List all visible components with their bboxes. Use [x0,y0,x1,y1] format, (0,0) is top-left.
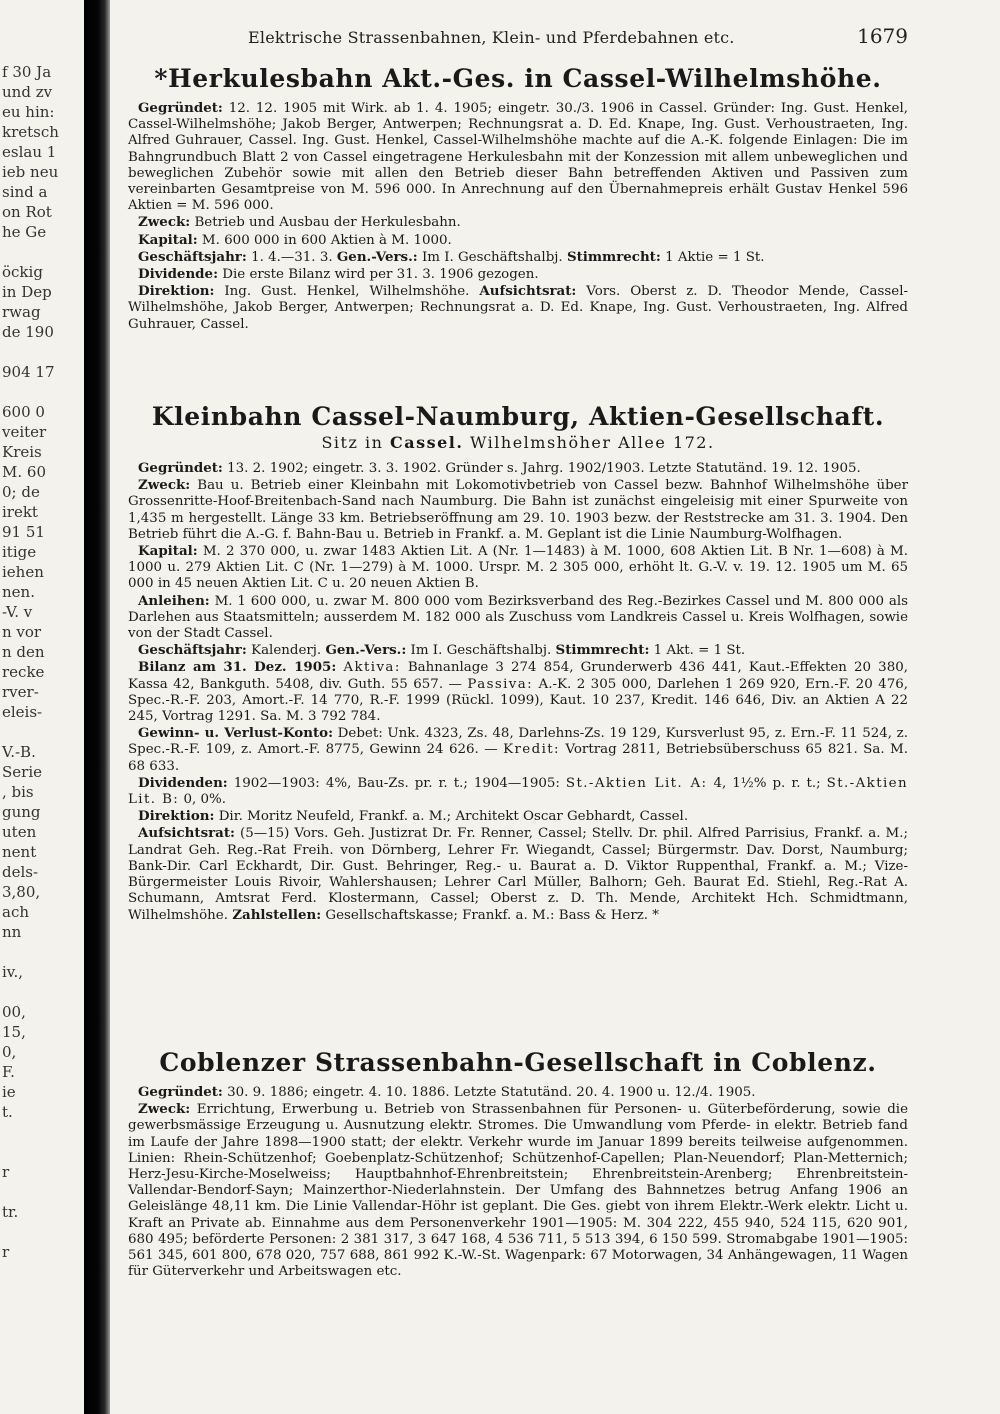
section-kleinbahn-cassel-naumburg [128,402,908,925]
gutter-line: iv., [2,963,24,981]
field-label: Geschäftsjahr: [138,248,247,265]
running-title: Elektrische Strassenbahnen, Klein- und Pferdebahnen etc. [248,28,735,47]
gutter-line: rver- [2,683,39,701]
field-text: A.-K. 2 305 000, Darlehen 1 269 920, Ern.-F. 20 476, Spec.-R.-F. 203, Amort.-F. 14 770, R.-F. 1999 (Rückl. 1099), Kaut. 10 237, Kredit. 146 646, Div. an Aktien A 22 245, Vortrag 1291. Sa. M. 3 792 784. [128,676,908,725]
gutter-line: eleis- [2,703,43,721]
paragraph [128,775,908,808]
gutter-line: rwag [2,303,41,321]
field-text: 1. 4.—31. 3. [246,249,337,265]
paragraph [128,642,908,659]
gutter-line: ieb neu [2,163,59,181]
gutter-line: F. [2,1063,15,1081]
gutter-line: Serie [2,763,42,781]
gutter-line: tr. [2,1203,19,1221]
field-text: M. 1 600 000, u. zwar M. 800 000 vom Bezirksverband des Reg.-Bezirkes Cassel und M. 800 000 als Darlehen aus Staatsmitteln; ausserdem M. 182 000 als Zuschuss vom Landkreis Cassel u. Kreis Wolfhagen, sowie von der Stadt Cassel. [128,593,908,642]
field-text: 1902—1903: 4%, Bau-Zs. pr. r. t.; 1904—1905: [227,775,566,791]
gutter-line: ach [2,903,30,921]
field-text: Die erste Bilanz wird per 31. 3. 1906 gezogen. [218,267,539,283]
gutter-line: 00, [2,1003,26,1021]
field-text: 1 Akt. = 1 St. [649,643,746,659]
gutter-line: kretsch [2,123,59,141]
paragraph [128,1101,908,1280]
field-label: Gewinn- u. Verlust-Konto: [138,725,334,742]
section-title: Kleinbahn Cassel-Naumburg, Aktien-Gesellschaft. [151,402,885,431]
gutter-line: nn [2,923,22,941]
field-label: Zweck: [138,477,191,494]
spaced-label: Kredit: [503,742,560,758]
gutter-line: n den [2,643,45,661]
gutter-line [0,1262,82,1282]
field-label: Aufsichtsrat: [479,283,577,300]
gutter-line: -V. v [2,603,33,621]
gutter-line: sind a [2,183,48,201]
paragraph [128,100,908,214]
gutter-line [0,982,82,1002]
gutter-line: he Ge [2,223,47,241]
gutter-line: de 190 [2,323,54,341]
spaced-label: Passiva: [467,676,534,692]
gutter-line [0,242,82,262]
field-label: Stimmrecht: [555,642,650,659]
gutter-line: n vor [2,623,42,641]
spaced-label: Aktiva: [343,660,401,676]
field-text: Im I. Geschäftshalbj. [417,249,567,265]
field-label: Bilanz am 31. Dez. 1905: [138,659,337,676]
field-text: M. 2 370 000, u. zwar 1483 Aktien Lit. A (Nr. 1—1483) à M. 1000, 608 Aktien Lit. B Nr. 1—608) à M. 1000 u. 279 Aktien Lit. C (Nr. 1—279) à M. 1000. Urspr. M. 2 305 000, erhöht lt. G.-V. v. 19. 12. 1905 um M. 65 000 in 45 neuen Aktien Lit. C u. 20 neuen Aktien B. [128,544,908,592]
section-subtitle [128,432,908,454]
field-text: 1 Aktie = 1 St. [660,249,765,265]
field-label: Kapital: [138,231,198,248]
book-spine-shadow [84,0,110,1414]
gutter-line: uten [2,823,37,841]
gutter-line: r [2,1243,10,1261]
section-title: *Herkulesbahn Akt.-Ges. in Cassel-Wilhelmshöhe. [154,64,882,93]
gutter-line: veiter [2,423,47,441]
gutter-line: M. 60 [2,463,46,481]
gutter-line: 15, [2,1023,26,1041]
gutter-line: 904 17 [2,363,55,381]
gutter-line: dels- [2,863,39,881]
gutter-line [0,1142,82,1162]
field-text: 0, 0%. [179,792,227,808]
paragraph [128,659,908,725]
section-coblenzer-strassenbahn [128,1048,908,1280]
field-label: Zweck: [138,1101,191,1118]
paragraph [128,283,908,333]
field-label: Gegründet: [138,100,223,116]
running-header [128,24,908,52]
gutter-line: nent [2,843,37,861]
paragraph [128,1084,908,1101]
gutter-line: on Rot [2,203,52,221]
section-herkulesbahn [128,64,908,333]
gutter-line: 91 51 [2,523,45,541]
paragraph [128,460,908,477]
subtitle-pre: Sitz in [321,433,390,452]
paragraph [128,214,908,231]
field-label: Kapital: [138,543,198,560]
gutter-line: f 30 Ja [2,63,52,81]
field-text: Errichtung, Erwerbung u. Betrieb von Strassenbahnen für Personen- u. Güterbeförderung, sowie die gewerbsmässige Erzeugung u. Ausnutzung elektr. Stromes. Die Umwandlung vom Pferde- in elektr. Betrieb fand im Laufe der Jahre 1898—1900 statt; der elektr. Verkehr wurde im Januar 1899 bereits teilweise aufgenommen. Linien: Rhein-Schützenhof; Goebenplatz-Schützenhof; Schützenhof-Capellen; Plan-Neuendorf; Plan-Metternich; Herz-Jesu-Kirche-Moselweiss; Hauptbahnhof-Ehrenbreitstein; Ehrenbreitstein-Arenberg; Ehrenbreitstein-Vallendar-Bendorf-Sayn; Mainzerthor-Niederlahnstein. Der Umfang des Bahnnetzes betrug Anfang 1906 an Geleislänge 48,11 km. Die Linie Vallendar-Höhr ist geplant. Die Ges. giebt von ihrem Elektr.-Werk elektr. Licht u. Kraft an Private ab. Einnahme aus dem Personenverkehr 1901—1905: M. 304 222, 455 940, 524 115, 620 901, 680 495; beförderte Personen: 2 381 317, 3 647 168, 4 536 711, 5 513 394, 6 150 599. Stromabgabe 1901—1905: 561 345, 601 800, 678 020, 757 688, 861 992 K.-W.-St. Wagenpark: 67 Motorwagen, 34 Anhängewagen, 11 Wagen für Güterverkehr und Arbeitswagen etc. [128,1102,908,1280]
gutter-line: recke [2,663,45,681]
paragraph [128,266,908,283]
field-label: Aufsichtsrat: [138,825,235,842]
field-text: Im I. Geschäftshalbj. [406,643,556,659]
document-page [128,0,908,1414]
field-label: Gen.-Vers.: [336,248,418,265]
field-text: Ing. Gust. Henkel, Wilhelmshöhe. [214,284,480,300]
paragraph [128,477,908,543]
gutter-line: t. [2,1103,13,1121]
spaced-label: St.-Aktien Lit. A: [565,775,708,791]
spaced-label: St.-Aktien Lit. B: [128,775,909,808]
gutter-line [0,1222,82,1242]
section-body [128,460,908,925]
field-text: Bahnanlage 3 274 854, Grunderwerb 436 441, Kaut.-Effekten 20 380, Kassa 42, Bankguth. 5408, div. Guth. 55 657. — [128,660,908,692]
subtitle-city: Cassel. [389,433,464,452]
field-text: Gesellschaftskasse; Frankf. a. M.: Bass & Herz. * [321,908,660,924]
gutter-line: gung [2,803,41,821]
gutter-line: 0, [2,1043,17,1061]
field-label: Gen.-Vers.: [325,642,407,659]
section-body [128,100,908,333]
gutter-line: eu hin: [2,103,55,121]
gutter-line: 600 0 [2,403,45,421]
field-text: Kalenderj. [246,643,326,659]
field-text: 12. 12. 1905 mit Wirk. ab 1. 4. 1905; eingetr. 30./3. 1906 in Cassel. Gründer: Ing. Gust. Henkel, Cassel-Wilhelmshöhe; Jakob Berger, Antwerpen; Rechnungsrat a. D. Ed. Knape, Ing. Gust. Verhoustraeten, Ing. Alfred Guhrauer, Cassel. Ing. Gust. Henkel, Cassel-Wilhelmshöhe machte auf die A.-K. folgende Einlagen: Die im Bahngrundbuch Blatt 2 von Cassel eingetragene Herkulesbahn mit der Konzession mit allem unbeweglichen und beweglichen Zubehör sowie mit allen den Betrieb dieser Bahn betreffenden Aktiven und Passiven zum vereinbarten Gesamtpreise von M. 596 000. In Anrechnung auf den Übernahmepreis erhält Gustav Henkel 596 Aktien = M. 596 000. [128,101,908,214]
gutter-line: r [2,1163,10,1181]
gutter-line: Kreis [2,443,42,461]
paragraph [128,543,908,593]
subtitle-address: Wilhelmshöher Allee 172. [463,433,715,452]
gutter-line: irekt [2,503,38,521]
field-label: Zweck: [138,214,191,231]
section-body [128,1084,908,1280]
field-label: Gegründet: [138,460,223,476]
gutter-line: eslau 1 [2,143,57,161]
gutter-line: nen. [2,583,35,601]
gutter-line [0,722,82,742]
field-text: Dir. Moritz Neufeld, Frankf. a. M.; Architekt Oscar Gebhardt, Cassel. [214,809,689,825]
field-label: Direktion: [138,283,215,300]
field-text: Betrieb und Ausbau der Herkulesbahn. [190,215,461,231]
paragraph [128,808,908,825]
field-text: Vors. Oberst z. D. Theodor Mende, Cassel-Wilhelmshöhe, Jakob Berger, Antwerpen; Rechnungsrat a. D. Ed. Knape, Ing. Gust. Verhoustraeten, Ing. Alfred Guhrauer, Cassel. [128,284,908,332]
section-title: Coblenzer Strassenbahn-Gesellschaft in Coblenz. [159,1048,877,1077]
gutter-line [0,1122,82,1142]
field-label: Direktion: [138,808,215,825]
gutter-line: V.-B. [2,743,36,761]
field-label: Stimmrecht: [566,248,661,265]
gutter-line: 3,80, [2,883,41,901]
field-text: 30. 9. 1886; eingetr. 4. 10. 1886. Letzte Statutänd. 20. 4. 1900 u. 12./4. 1905. [222,1085,756,1100]
field-label: Geschäftsjahr: [138,642,247,659]
field-label: Dividenden: [138,774,228,791]
gutter-line [0,382,82,402]
gutter-line: 0; de [2,483,40,501]
gutter-line: und zv [2,83,53,101]
gutter-line [0,942,82,962]
gutter-line [0,342,82,362]
paragraph [128,825,908,924]
field-text: 13. 2. 1902; eingetr. 3. 3. 1902. Gründer s. Jahrg. 1902/1903. Letzte Statutänd. 19. 12. 1905. [222,461,861,476]
gutter-line [0,1182,82,1202]
gutter-line: iehen [2,563,44,581]
paragraph [128,249,908,266]
field-text: Vortrag 2811, Betriebsüberschuss 65 821. Sa. M. 68 633. [128,742,908,774]
gutter-line: öckig [2,263,43,281]
field-label: Anleihen: [138,592,210,609]
field-text: Bau u. Betrieb einer Kleinbahn mit Lokomotivbetrieb von Cassel bezw. Bahnhof Wilhelmshöhe über Grossenritte-Hoof-Breitenbach-Sand nach Naumburg. Die Bahn ist zunächst eingeleisig mit einer Spurweite von 1,435 m hergestellt. Länge 33 km. Betriebseröffnung am 29. 10. 1903 bezw. der Reststrecke am 31. 3. 1904. Den Betrieb führt die A.-G. f. Bahn-Bau u. Betrieb in Frankf. a. M. Geplant ist die Linie Naumburg-Wolfhagen. [128,478,908,542]
gutter-line: ie [2,1083,16,1101]
field-text: 4, 1½% p. r. t.; [707,775,827,791]
field-text: (5—15) Vors. Geh. Justizrat Dr. Fr. Renner, Cassel; Stellv. Dr. phil. Alfred Parrisius, Frankf. a. M.; Landrat Geh. Reg.-Rat Freih. von Dörnberg, Lehrer Fr. Wiegandt, Cassel; Bürgermstr. Dav. Dorst, Naumburg; Bank-Dir. Carl Eckhardt, Dir. Gust. Behringer, Reg.- u. Baurat a. D. Viktor Ruppenthal, Frankf. a. M.; Vize-Bürgermeister Louis Rivoir, Wahlershausen; Lehrer Carl Müller, Balhorn; Geh. Baurat Ed. Stiehl, Reg.-Rat A. Schumann, Amtsrat Ferd. Klostermann, Cassel; Oberst z. D. Th. Mende, Architekt Hch. Schmidtmann, Wilhelmshöhe. [128,826,908,924]
field-text: Debet: Unk. 4323, Zs. 48, Darlehns-Zs. 19 129, Kursverlust 95, z. Ern.-F. 11 524, z. Spec.-R.-F. 109, z. Amort.-F. 8775, Gewinn 24 626. — [128,726,908,758]
page-number: 1679 [857,24,908,48]
paragraph [128,232,908,249]
field-label: Gegründet: [138,1084,223,1100]
field-text: M. 600 000 in 600 Aktien à M. 1000. [197,232,452,248]
gutter-line: , bis [2,783,34,801]
field-label: Zahlstellen: [232,907,322,924]
paragraph [128,725,908,775]
gutter-line: itige [2,543,37,561]
gutter-line: in Dep [2,283,52,301]
paragraph [128,593,908,643]
field-label: Dividende: [138,266,219,283]
facing-page-fragment [0,62,82,1362]
